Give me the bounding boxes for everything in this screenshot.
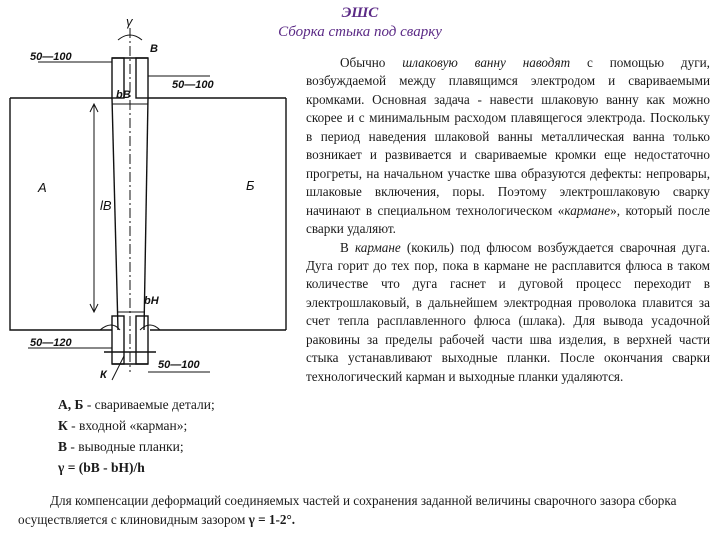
part-a-weld-edge: [112, 98, 118, 330]
lv-label: lВ: [100, 198, 112, 213]
main-text: [306, 54, 710, 386]
bn-label: bН: [144, 295, 159, 307]
legend-line-pocket: [58, 415, 288, 436]
p2-rest: (кокиль) под флюсом возбуждается сварочная дуга. Дуга горит до тех пор, пока в кармане не расплавится флюса в таком количестве что дуга гаснет и дуговой процесс переходит в электрошлаковый, в дальнейшем электродная проволока плавится за счет тепла расплавленного флюса (шлака). Для вывода усадочной раковины за пределы рабочей части шва изделия, в верхней части стыка устанавливают выходные планки. После окончания сварки технологический карман и выходные планки удаляются.: [306, 239, 711, 384]
outlet-plate-label: B: [150, 43, 158, 55]
p2-emphasis: кармане: [354, 239, 401, 255]
gamma-label: γ: [126, 14, 133, 29]
legend-key-pocket: К: [58, 418, 68, 433]
legend-key-parts: А, Б: [58, 397, 84, 412]
dim-bot-left-label: 50—120: [30, 337, 72, 349]
p1-lead: Обычно: [340, 55, 403, 70]
p1-rest: с помощью дуги, возбуждаемой между плавящимся электродом и свариваемыми кромками. Основная задача - навести шлаковую ванну как можно скорее и с минимальным расходом плавящегося электрода. Поскольку в период наведения шлаковой ванны металлическая ванна только возникает и развивается и свариваемые кромки еще недостаточно прогреты, на начальном участке шва образуются дефекты: непровары, шлаковые включения, поры. Поэтому электрошлаковую сварку начинают в специальном технологическом «: [306, 55, 710, 218]
dim-top-right-label: 50—100: [172, 79, 214, 91]
legend-key-plates: В: [58, 439, 68, 454]
pocket-right-wall: [136, 316, 148, 364]
legend-line-plates: [58, 436, 288, 457]
bv-label: bВ: [116, 89, 131, 101]
title-line-1: ЭШС: [341, 5, 379, 21]
legend-text-pocket: - входной «карман»;: [67, 418, 188, 433]
weld-bead-bottom-left: [100, 325, 120, 330]
weld-bead-bottom-right: [140, 325, 160, 330]
paragraph-2: [306, 239, 710, 387]
p1-emphasis-2: кармане: [564, 202, 611, 218]
p1-end: », который после сварки удаляют.: [306, 202, 710, 237]
p2-lead: В: [340, 239, 355, 255]
dim-bot-right-label: 50—100: [158, 359, 200, 371]
footer-note: [18, 491, 708, 529]
part-a-label: А: [38, 180, 47, 195]
p1-emphasis: шлаковую ванну наводят: [402, 55, 571, 70]
paragraph-1: [306, 54, 710, 239]
part-b-label: Б: [246, 178, 255, 193]
outlet-plate-right: [136, 58, 148, 98]
legend-line-parts: [58, 394, 288, 415]
legend-formula: γ = (bВ - bН)/h: [58, 460, 145, 475]
legend-text-plates: - выводные планки;: [67, 439, 184, 454]
pocket-leader: [112, 356, 124, 380]
weld-assembly-diagram: [0, 0, 300, 400]
title-line-2: Сборка стыка под сварку: [278, 24, 442, 40]
part-a-outline: [10, 98, 112, 330]
dim-top-left-label: 50—100: [30, 51, 72, 63]
footer-formula: γ = 1-2°.: [248, 512, 296, 527]
footer-text: Для компенсации деформаций соединяемых частей и сохранения заданной величины сварочного зазора сборка осуществляется с клиновидным зазором: [18, 493, 677, 527]
diagram-legend: [58, 394, 288, 478]
legend-text-parts: - свариваемые детали;: [83, 397, 215, 412]
pocket-label: К: [100, 369, 107, 381]
